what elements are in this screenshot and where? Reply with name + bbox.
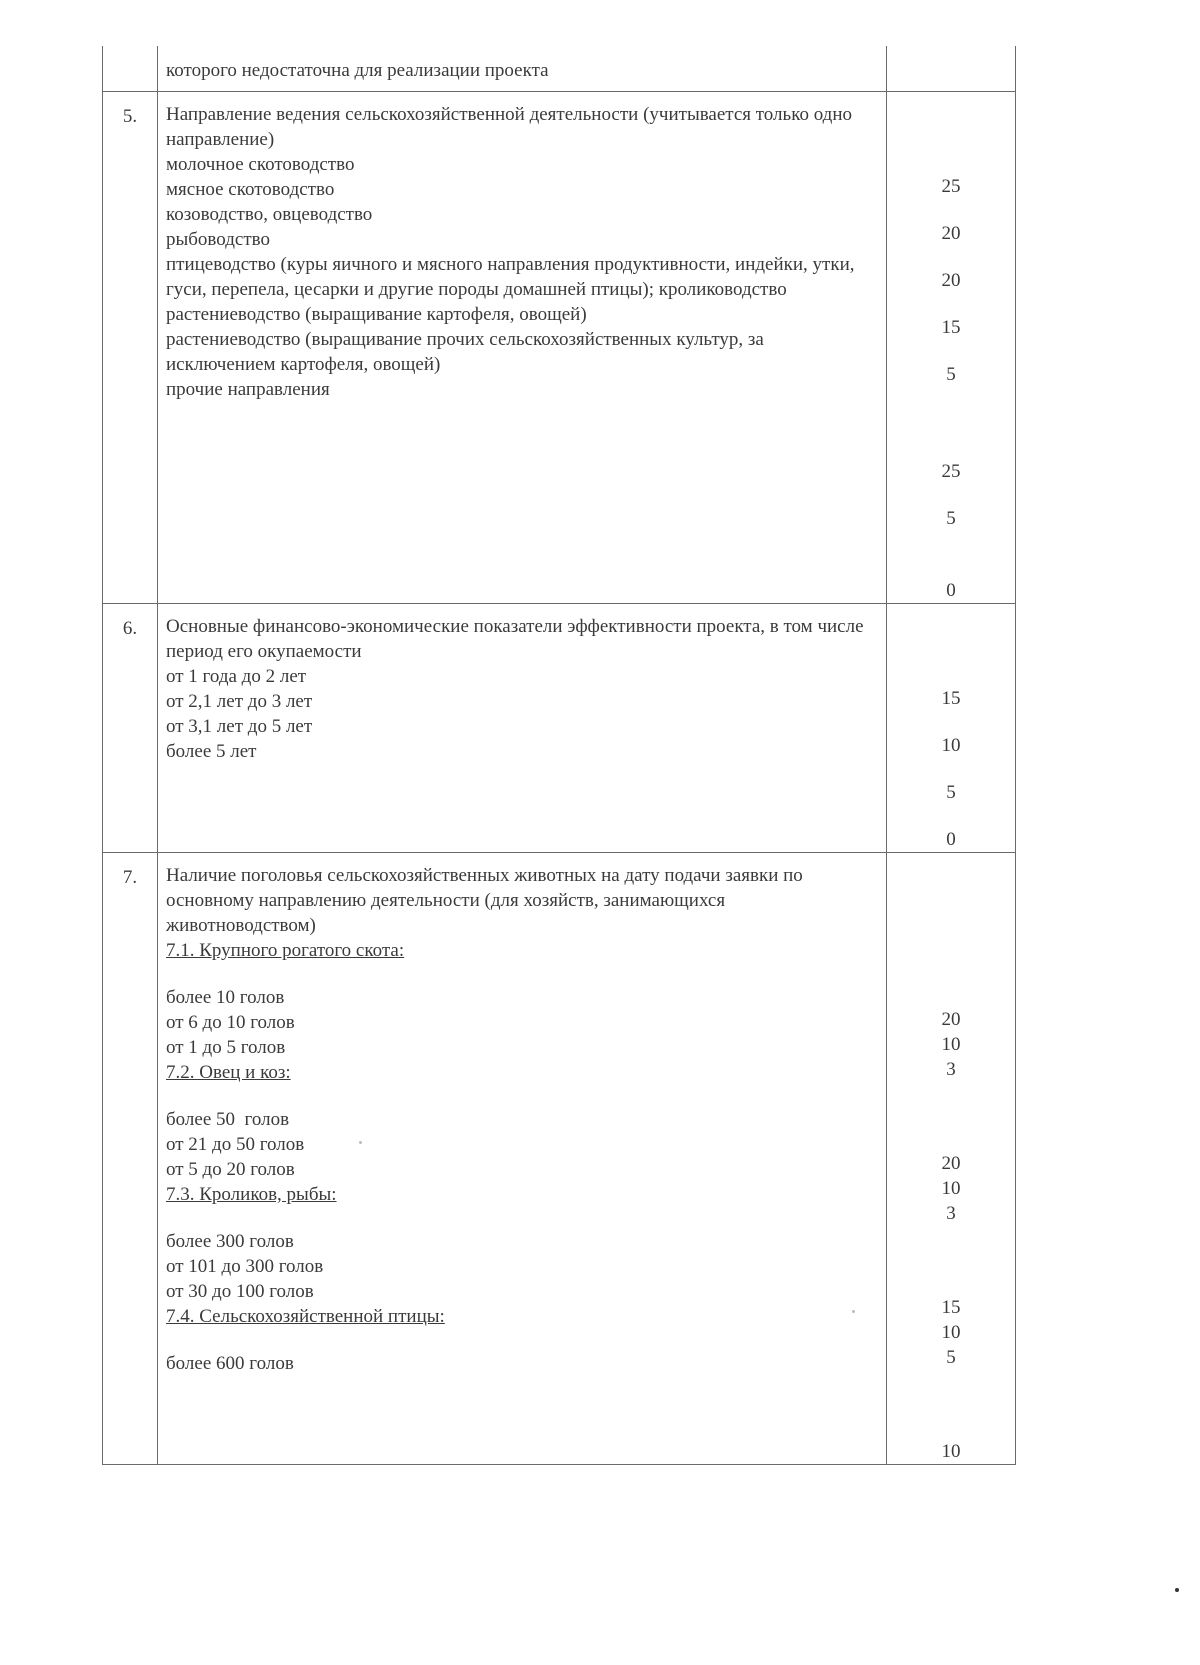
list-item: молочное скотоводство: [166, 154, 355, 175]
row-number-cell: [103, 92, 158, 604]
list-item: козоводство, овцеводство: [166, 204, 373, 225]
score-value: 5: [946, 508, 956, 529]
row-number-cell: [103, 853, 158, 1465]
score-list: [887, 1007, 1015, 1082]
table-row: [103, 604, 1016, 853]
list-item: от 6 до 10 голов: [166, 1012, 295, 1033]
list-item: растениеводство (выращивание картофеля, овощей): [166, 304, 587, 325]
score-value: 15: [941, 1297, 961, 1318]
score-value: 10: [941, 1178, 961, 1199]
row-number: 6.: [122, 618, 138, 639]
score-list: [887, 1151, 1015, 1226]
table-row: [103, 92, 1016, 604]
subgroup-title: 7.4. Сельскохозяйственной птицы:: [166, 1306, 445, 1327]
list-item: более 600 голов: [166, 1353, 294, 1374]
score-value: 0: [946, 580, 956, 601]
score-value: 25: [941, 461, 961, 482]
list-item: от 3,1 лет до 5 лет: [166, 716, 313, 737]
score-value: 3: [946, 1059, 956, 1080]
table-row: [103, 853, 1016, 1465]
criterion-cell: [158, 604, 887, 853]
subgroup-list: [166, 1107, 876, 1182]
list-item: прочие направления: [166, 379, 330, 400]
subgroup-list: [166, 1351, 876, 1376]
score-value: 5: [946, 364, 956, 385]
score-value: 0: [946, 829, 956, 850]
table-row: [103, 46, 1016, 92]
score-value: 10: [941, 1441, 961, 1462]
score-cell: [887, 46, 1016, 92]
score-value: 15: [941, 317, 961, 338]
scan-speck: [1175, 1588, 1179, 1592]
score-list: [887, 1295, 1015, 1370]
score-value: 20: [941, 223, 961, 244]
score-value: 20: [941, 1009, 961, 1030]
list-item: мясное скотоводство: [166, 179, 335, 200]
criterion-heading: Основные финансово-экономические показатели эффективности проекта, в том числе период его окупаемости: [166, 616, 864, 662]
scan-speck: [359, 1141, 362, 1144]
list-item: от 5 до 20 голов: [166, 1159, 295, 1180]
score-value: 25: [941, 176, 961, 197]
score-value: 5: [946, 1347, 956, 1368]
score-value: 10: [941, 1322, 961, 1343]
list-item: растениеводство (выращивание прочих сельскохозяйственных культур, за исключением картофеля, овощей): [166, 329, 764, 375]
score-value: 10: [941, 1034, 961, 1055]
score-value: 3: [946, 1203, 956, 1224]
list-item: от 30 до 100 голов: [166, 1281, 314, 1302]
criterion-cell: [158, 46, 887, 92]
list-item: более 50 голов: [166, 1109, 290, 1130]
criterion-cell: [158, 853, 887, 1465]
list-item: рыбоводство: [166, 229, 270, 250]
subgroup-list: [166, 1229, 876, 1304]
list-item: более 5 лет: [166, 741, 257, 762]
list-item: от 1 года до 2 лет: [166, 666, 307, 687]
score-value: 20: [941, 270, 961, 291]
subgroup-title: 7.2. Овец и коз:: [166, 1062, 291, 1083]
row-number: 5.: [122, 106, 138, 127]
score-list: [887, 1439, 1015, 1464]
score-cell: [887, 604, 1016, 853]
scan-speck: [852, 1310, 855, 1313]
score-value: 20: [941, 1153, 961, 1174]
criterion-heading: Направление ведения сельскохозяйственной деятельности (учитывается только одно направление): [166, 104, 853, 150]
score-cell: [887, 853, 1016, 1465]
list-item: от 21 до 50 голов: [166, 1134, 305, 1155]
criterion-cell: [158, 92, 887, 604]
subgroup-title: 7.1. Крупного рогатого скота:: [166, 940, 405, 961]
row-number: 7.: [122, 867, 138, 888]
score-value: 15: [941, 688, 961, 709]
list-item: более 10 голов: [166, 987, 285, 1008]
score-value: 5: [946, 782, 956, 803]
row-number-cell: [103, 46, 158, 92]
score-value: 10: [941, 735, 961, 756]
list-item: более 300 голов: [166, 1231, 294, 1252]
list-item: от 101 до 300 голов: [166, 1256, 324, 1277]
criterion-heading: Наличие поголовья сельскохозяйственных животных на дату подачи заявки по основному направлению деятельности (для хозяйств, занимающихся животноводством): [166, 865, 803, 936]
list-item: от 1 до 5 голов: [166, 1037, 286, 1058]
criterion-continuation: которого недостаточна для реализации проекта: [166, 60, 549, 81]
subgroup-title: 7.3. Кроликов, рыбы:: [166, 1184, 337, 1205]
list-item: птицеводство (куры яичного и мясного направления продуктивности, индейки, утки, гуси, перепела, цесарки и другие породы домашней птицы); кролиководство: [166, 254, 855, 300]
score-cell: [887, 92, 1016, 604]
row-number-cell: [103, 604, 158, 853]
list-item: от 2,1 лет до 3 лет: [166, 691, 313, 712]
subgroup-list: [166, 985, 876, 1060]
criteria-table: [102, 46, 1016, 1465]
